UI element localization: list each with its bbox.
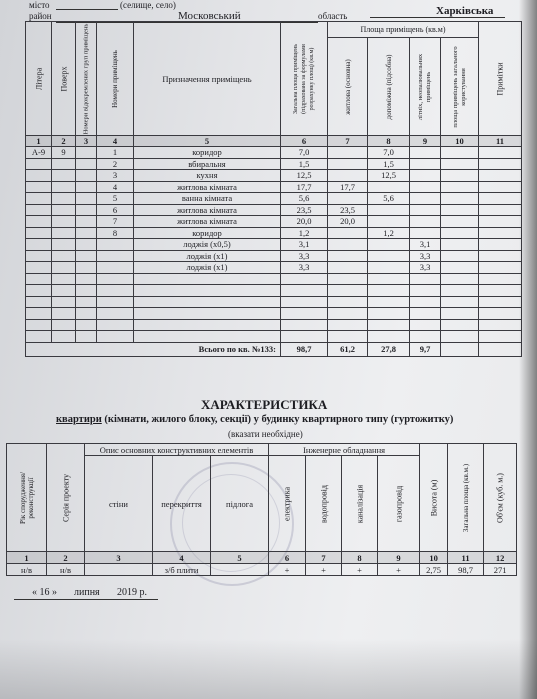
empty-row <box>26 308 522 320</box>
col-header-engineering: Інженерне обладнання <box>269 444 420 456</box>
col-header-volume: Об'єм (куб. м.) <box>484 444 517 552</box>
table-row: 3 кухня 12,5 12,5 <box>26 170 522 182</box>
date-day: « 16 » <box>32 587 57 598</box>
col-header-structures: Опис основних конструктивних елементів <box>85 444 269 456</box>
oblast-line <box>370 17 505 18</box>
col-header-floors: перекриття <box>153 456 211 552</box>
misto-label: місто <box>29 0 50 10</box>
misto-line <box>56 9 118 10</box>
col-header-total-area-2: Загальна площа (кв.м.) <box>448 444 484 552</box>
bottom-shadow <box>0 639 537 699</box>
total-aux: 27,8 <box>368 342 410 356</box>
col-header-year: Рік спорудження/ реконструкції <box>7 444 47 552</box>
col-header-liter: Літера <box>26 22 52 136</box>
empty-row <box>26 331 522 343</box>
col-header-height: Висота (м) <box>420 444 448 552</box>
date-year: 2019 р. <box>117 587 147 598</box>
edge-shadow <box>519 0 537 699</box>
col-header-series: Серія проекту <box>47 444 85 552</box>
table-row: 7 житлова кімната 20,0 20,0 <box>26 216 522 228</box>
empty-row <box>26 273 522 285</box>
date-line <box>14 599 158 600</box>
table-row: лоджія (х0,5) 3,1 3,1 <box>26 239 522 251</box>
characteristics-table <box>6 443 517 576</box>
col-header-sewer: каналізація <box>342 456 378 552</box>
col-header-notes: Примітки <box>479 22 522 136</box>
empty-row <box>26 319 522 331</box>
empty-row <box>26 285 522 297</box>
raion-label: район <box>29 11 52 21</box>
col-header-electric: електрика <box>269 456 306 552</box>
raion-value: Московський <box>178 10 241 22</box>
column-number-row: 1 2 3 4 5 6 7 8 9 10 11 <box>26 136 522 147</box>
col-header-common: площа приміщень загального користування <box>441 38 479 136</box>
characteristics-subtitle: квартири (кімнати, жилого блоку, секції) у будинку квартирного типу (гуртожитку) <box>56 414 454 425</box>
table-row: 8 коридор 1,2 1,2 <box>26 227 522 239</box>
table-row: 6 житлова кімната 23,5 23,5 <box>26 204 522 216</box>
col-header-aux: допоміжна (підсобна) <box>368 38 410 136</box>
table-row: 4 житлова кімната 17,7 17,7 <box>26 181 522 193</box>
total-living: 61,2 <box>328 342 368 356</box>
table-row: А-9 9 1 коридор 7,0 7,0 <box>26 147 522 159</box>
col-header-group-num: Номери відокремлених груп приміщень <box>76 22 97 136</box>
oblast-label: область <box>318 11 348 21</box>
char-data-row: н/в н/в з/б плити + + + + 2,75 98,7 271 <box>7 564 517 576</box>
col-header-purpose: Призначення приміщень <box>134 22 281 136</box>
table-row: 5 ванна кімната 5,6 5,6 <box>26 193 522 205</box>
total-row <box>26 342 522 356</box>
col-header-walls: стіни <box>85 456 153 552</box>
empty-row <box>26 296 522 308</box>
total-summer: 9,7 <box>410 342 441 356</box>
col-header-water: водопровід <box>306 456 342 552</box>
total-area: 98,7 <box>281 342 328 356</box>
table-row: лоджія (х1) 3,3 3,3 <box>26 250 522 262</box>
date-month: липня <box>74 587 100 598</box>
col-header-living: житлова (основна) <box>328 38 368 136</box>
selyshche-label: (селище, село) <box>120 0 176 10</box>
col-header-room-num: Номери приміщень <box>97 22 134 136</box>
col-header-flooring: підлога <box>211 456 269 552</box>
premises-table <box>25 21 522 357</box>
table-row: 2 вбиральня 1,5 1,5 <box>26 158 522 170</box>
col-header-area-group: Площа приміщень (кв.м) <box>328 22 479 38</box>
characteristics-note: (вказати необхідне) <box>228 429 303 439</box>
char-column-number-row: 1 2 3 4 5 6 7 8 9 10 11 12 <box>7 552 517 564</box>
col-header-gas: газопровід <box>378 456 420 552</box>
oblast-value: Харківська <box>436 5 494 17</box>
col-header-total-area: Загальна площа приміщень (підрахована за формулами розрахунку площ) (кв.м) <box>281 22 328 136</box>
total-label: Всього по кв. №133: <box>26 342 281 356</box>
col-header-poverkh: Поверх <box>52 22 76 136</box>
table-row: лоджія (х1) 3,3 3,3 <box>26 262 522 274</box>
characteristics-title: ХАРАКТЕРИСТИКА <box>201 397 328 412</box>
col-header-summer: літніх, неопалювальних приміщень <box>410 38 441 136</box>
